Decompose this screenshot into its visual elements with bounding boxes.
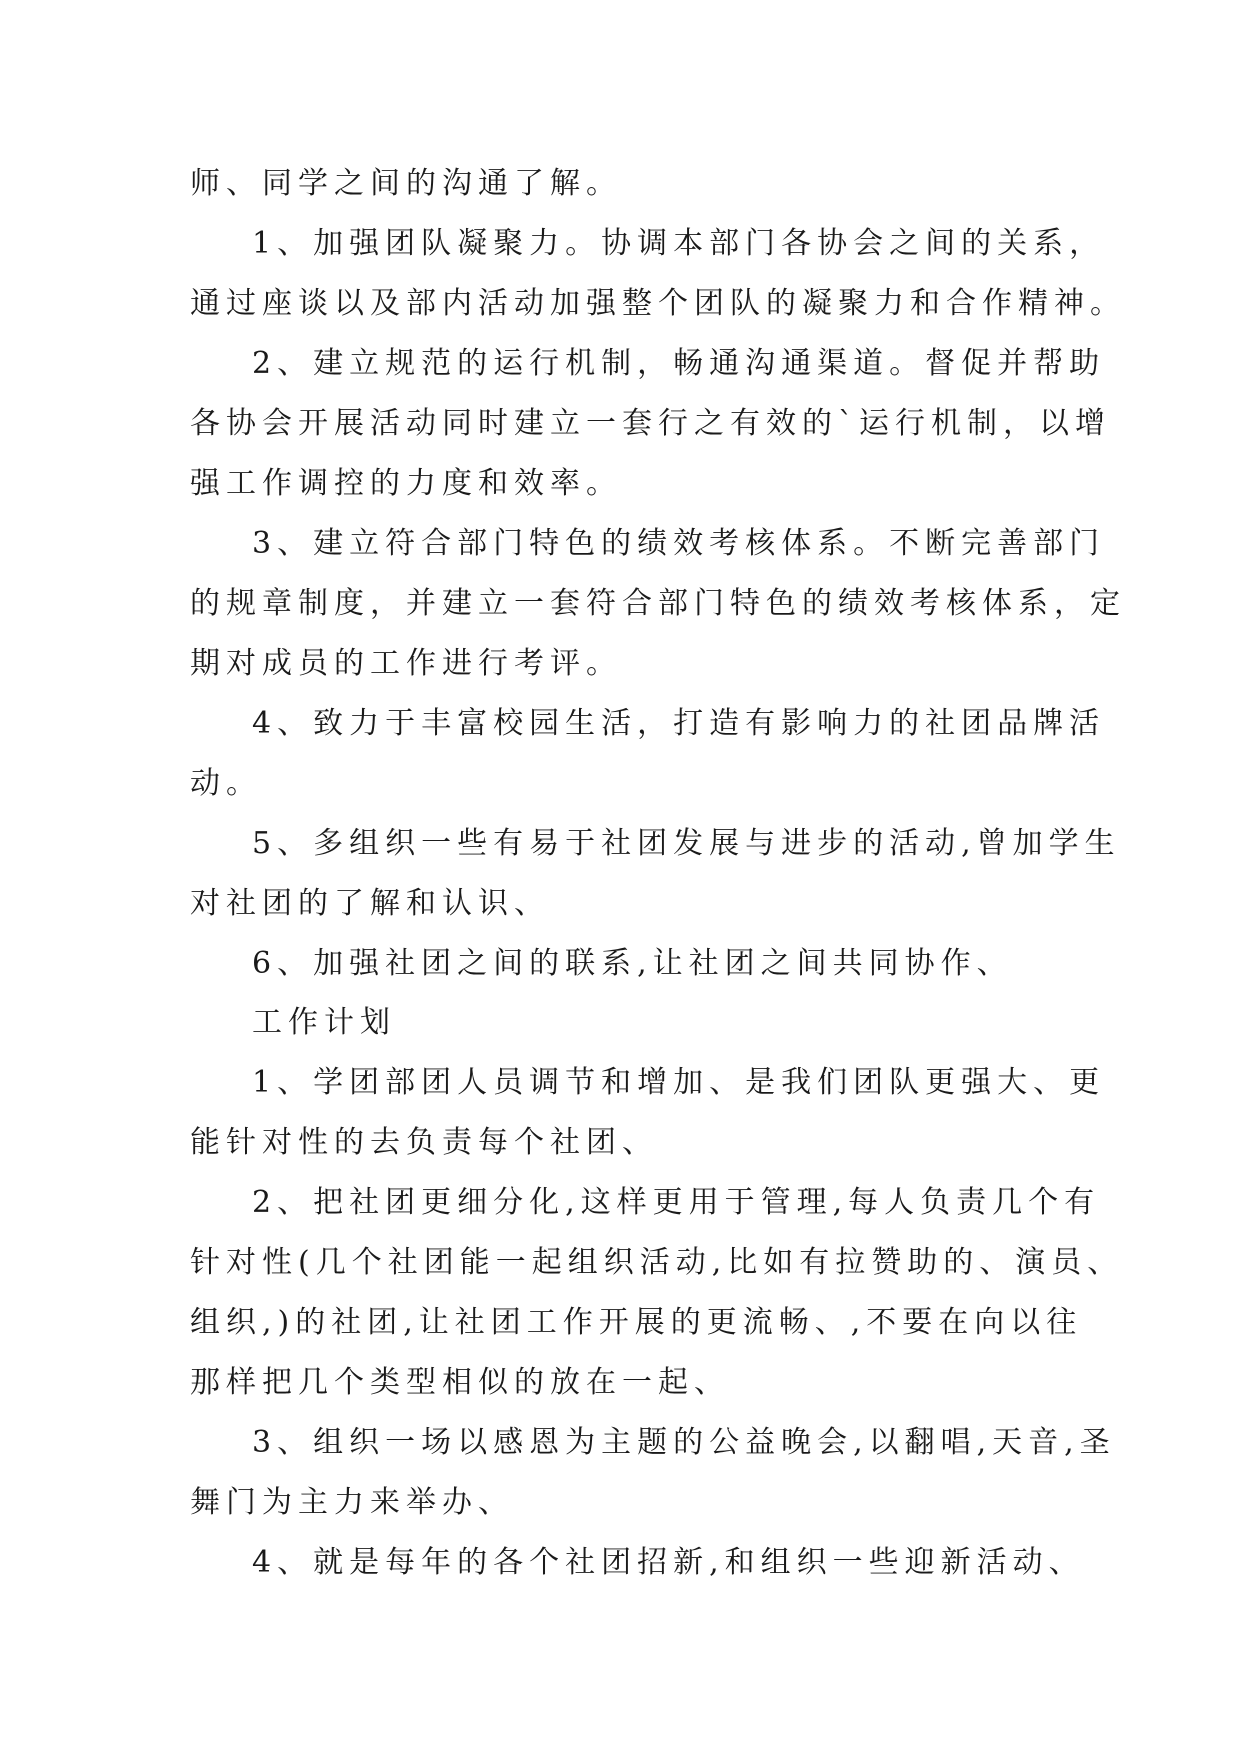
text-line: 3、组织一场以感恩为主题的公益晚会,以翻唱,天音,圣: [252, 1425, 1116, 1460]
text-line: 期对成员的工作进行考评。: [190, 646, 622, 681]
text-line: 师、同学之间的沟通了解。: [190, 166, 622, 201]
text-line: 那样把几个类型相似的放在一起、: [190, 1365, 730, 1400]
text-line: 的规章制度，并建立一套符合部门特色的绩效考核体系，定: [190, 586, 1126, 621]
text-line: 2、建立规范的运行机制，畅通沟通渠道。督促并帮助: [252, 346, 1106, 381]
text-line: 2、把社团更细分化,这样更用于管理,每人负责几个有: [252, 1185, 1101, 1220]
text-line: 1、加强团队凝聚力。协调本部门各协会之间的关系，: [252, 226, 1106, 261]
text-line: 5、多组织一些有易于社团发展与进步的活动,曾加学生: [252, 826, 1121, 861]
text-line: 1、学团部团人员调节和增加、是我们团队更强大、更: [252, 1065, 1106, 1100]
text-line: 4、就是每年的各个社团招新,和组织一些迎新活动、: [252, 1545, 1085, 1580]
section-heading: 工作计划: [252, 1005, 396, 1040]
text-line: 6、加强社团之间的联系,让社团之间共同协作、: [252, 946, 1013, 981]
text-line: 针对性(几个社团能一起组织活动,比如有拉赞助的、演员、: [190, 1245, 1124, 1280]
text-line: 3、建立符合部门特色的绩效考核体系。不断完善部门: [252, 526, 1106, 561]
text-line: 对社团的了解和认识、: [190, 886, 550, 921]
text-line: 4、致力于丰富校园生活，打造有影响力的社团品牌活: [252, 706, 1106, 741]
text-line: 通过座谈以及部内活动加强整个团队的凝聚力和合作精神。: [190, 286, 1126, 321]
text-line: 能针对性的去负责每个社团、: [190, 1125, 658, 1160]
text-line: 组织,)的社团,让社团工作开展的更流畅、,不要在向以往: [190, 1305, 1083, 1340]
text-line: 强工作调控的力度和效率。: [190, 466, 622, 501]
text-line: 舞门为主力来举办、: [190, 1485, 514, 1520]
text-line: 动。: [190, 766, 262, 801]
text-line: 各协会开展活动同时建立一套行之有效的`运行机制，以增: [190, 406, 1111, 441]
